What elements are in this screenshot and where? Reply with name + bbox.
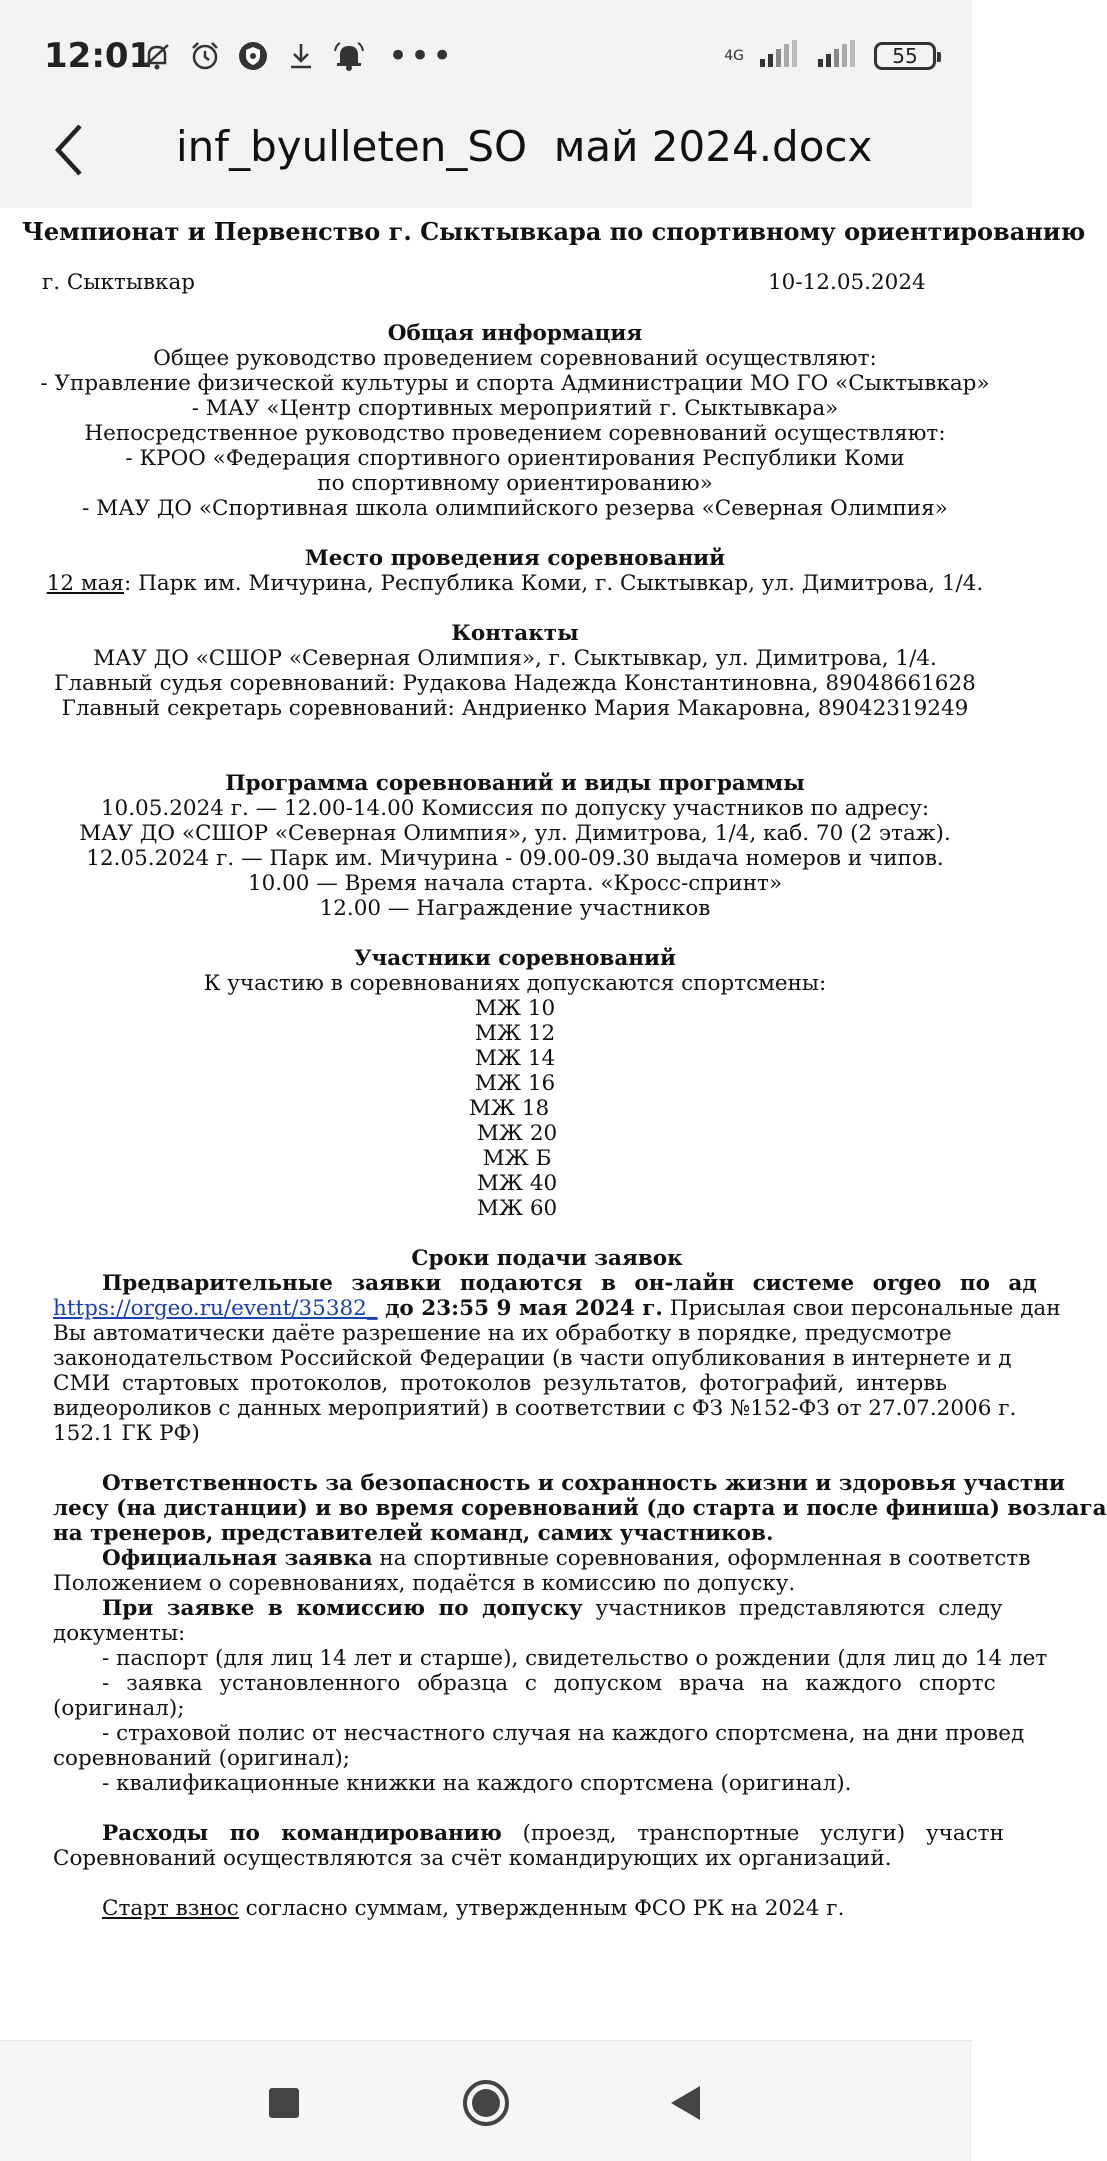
- group-item: МЖ 60: [476, 1196, 558, 1221]
- text-line: Главный судья соревнований: Рудакова Надежда Константиновна, 89048661628: [54, 671, 976, 696]
- deadline-text: до 23:55 9 мая 2024 г.: [377, 1296, 663, 1321]
- signal-icon: [758, 39, 802, 73]
- shield-icon: [236, 39, 270, 73]
- text-line: на тренеров, представителей команд, самих участников.: [53, 1521, 774, 1546]
- text-line: Непосредственное руководство проведением соревнований осуществляют:: [84, 421, 946, 446]
- text-line: [53, 1296, 1061, 1321]
- text-span: (проезд, транспортные услуги) участн: [501, 1821, 1004, 1846]
- orgeo-link[interactable]: https://orgeo.ru/event/35382_: [53, 1296, 378, 1321]
- group-item: МЖ 16: [474, 1071, 556, 1096]
- text-line: - КРОО «Федерация спортивного ориентирования Республики Коми: [125, 446, 905, 471]
- section-title-venue: Место проведения соревнований: [304, 546, 726, 571]
- text-line: документы:: [53, 1621, 186, 1646]
- triangle-back-icon: [668, 2083, 704, 2123]
- text-line: - МАУ ДО «Спортивная школа олимпийского резерва «Северная Олимпия»: [82, 496, 948, 521]
- text-line: Положением о соревнованиях, подаётся в комиссию по допуску.: [53, 1571, 796, 1596]
- section-title-general: Общая информация: [387, 321, 643, 346]
- text-line: [102, 1896, 844, 1921]
- group-item: МЖ 20: [476, 1121, 558, 1146]
- text-line: (оригинал);: [53, 1696, 185, 1721]
- text-line: соревнований (оригинал);: [53, 1746, 351, 1771]
- text-line: МАУ ДО «СШОР «Северная Олимпия», г. Сыктывкар, ул. Димитрова, 1/4.: [93, 646, 937, 671]
- home-button[interactable]: [456, 2073, 516, 2133]
- text-span: согласно суммам, утвержденным ФСО РК на 2024 г.: [238, 1896, 845, 1921]
- text-span: на спортивные соревнования, оформленная в соответств: [372, 1546, 1031, 1571]
- text-line: [102, 1596, 1003, 1621]
- text-line: - квалификационные книжки на каждого спортсмена (оригинал).: [102, 1771, 852, 1796]
- network-type: 4G: [724, 48, 744, 64]
- back-nav-button[interactable]: [656, 2073, 716, 2133]
- text-line: Вы автоматически даёте разрешение на их обработку в порядке, предусмотре: [53, 1321, 952, 1346]
- text-span: участников представляются следу: [582, 1596, 1003, 1621]
- system-icons: [724, 36, 936, 76]
- text-line: 10.05.2024 г. — 12.00-14.00 Комиссия по допуску участников по адресу:: [100, 796, 930, 821]
- text-line: 152.1 ГК РФ): [53, 1421, 200, 1446]
- more-notifications: •••: [388, 36, 455, 76]
- text-span-bold: Расходы по командированию: [102, 1821, 502, 1846]
- section-title-contacts: Контакты: [451, 621, 579, 646]
- document-title: inf_byulleten_SO май 2024.docx: [176, 122, 873, 171]
- section-title-applications: Сроки подачи заявок: [411, 1246, 683, 1271]
- text-line: видеороликов с данных мероприятий) в соответствии с ФЗ №152-ФЗ от 27.07.2006 г.: [53, 1396, 1017, 1421]
- document-dates: 10-12.05.2024: [768, 270, 926, 295]
- text-line: по спортивному ориентированию»: [317, 471, 713, 496]
- group-item: МЖ 12: [474, 1021, 556, 1046]
- text-line: законодательством Российской Федерации (в части опубликования в интернете и д: [53, 1346, 1012, 1371]
- section-title-participants: Участники соревнований: [354, 946, 676, 971]
- status-bar: [0, 0, 972, 100]
- battery-icon: 55: [874, 42, 936, 70]
- text-line: 12.05.2024 г. — Парк им. Мичурина - 09.00-09.30 выдача номеров и чипов.: [86, 846, 944, 871]
- square-icon: [267, 2086, 301, 2120]
- text-line: лесу (на дистанции) и во время соревнований (до старта и после финиша) возлага: [53, 1496, 1107, 1521]
- circle-icon: [461, 2078, 511, 2128]
- text-line: К участию в соревнованиях допускаются спортсмены:: [203, 971, 827, 996]
- text-span: Присылая свои персональные дан: [662, 1296, 1061, 1321]
- navigation-bar: [0, 2040, 972, 2161]
- text-line: Предварительные заявки подаются в он-лайн системе orgeo по ад: [102, 1271, 1037, 1296]
- text-line: - заявка установленного образца с допуском врача на каждого спортс: [102, 1671, 996, 1696]
- recent-apps-button[interactable]: [254, 2073, 314, 2133]
- text-line: [102, 1546, 1030, 1571]
- text-line: Главный секретарь соревнований: Андриенко Мария Макаровна, 89042319249: [61, 696, 969, 721]
- text-line: 10.00 — Время начала старта. «Кросс-спринт»: [247, 871, 783, 896]
- chevron-left-icon: [50, 122, 90, 178]
- document-city: г. Сыктывкар: [42, 270, 196, 295]
- group-item: МЖ 18: [468, 1096, 550, 1121]
- group-item: МЖ Б: [482, 1146, 552, 1171]
- alarm-icon: [188, 39, 222, 73]
- venue-date: 12 мая: [46, 571, 125, 596]
- clock: 12:01: [44, 36, 153, 76]
- back-button[interactable]: [40, 120, 100, 180]
- notification-icons: [140, 36, 454, 76]
- text-line: - Управление физической культуры и спорта Администрации МО ГО «Сыктывкар»: [40, 371, 990, 396]
- text-line: Ответственность за безопасность и сохранность жизни и здоровья участни: [102, 1471, 1065, 1496]
- text-span-bold: Официальная заявка: [102, 1546, 373, 1571]
- bell-icon: [332, 39, 366, 73]
- group-item: МЖ 14: [474, 1046, 556, 1071]
- document-view[interactable]: [0, 208, 1107, 2040]
- text-line: СМИ стартовых протоколов, протоколов результатов, фотографий, интервь: [53, 1371, 948, 1396]
- venue-line: [0, 571, 1030, 596]
- text-span-underline: Старт взнос: [102, 1896, 239, 1921]
- app-header: [0, 100, 972, 208]
- venue-address: : Парк им. Мичурина, Республика Коми, г. Сыктывкар, ул. Димитрова, 1/4.: [124, 571, 984, 596]
- text-line: Соревнований осуществляются за счёт командирующих их организаций.: [53, 1846, 892, 1871]
- text-line: - МАУ «Центр спортивных мероприятий г. Сыктывкара»: [191, 396, 839, 421]
- signal-icon-2: [816, 39, 860, 73]
- text-line: - страховой полис от несчастного случая на каждого спортсмена, на дни провед: [102, 1721, 1025, 1746]
- download-icon: [284, 39, 318, 73]
- text-line: МАУ ДО «СШОР «Северная Олимпия», ул. Димитрова, 1/4, каб. 70 (2 этаж).: [79, 821, 951, 846]
- section-title-program: Программа соревнований и виды программы: [225, 771, 805, 796]
- group-item: МЖ 10: [474, 996, 556, 1021]
- text-line: 12.00 — Награждение участников: [319, 896, 711, 921]
- text-line: [102, 1821, 1004, 1846]
- mute-icon: [140, 39, 174, 73]
- group-item: МЖ 40: [476, 1171, 558, 1196]
- text-line: Общее руководство проведением соревнований осуществляют:: [153, 346, 877, 371]
- text-span-bold: При заявке в комиссию по допуску: [102, 1596, 583, 1621]
- text-line: - паспорт (для лиц 14 лет и старше), свидетельство о рождении (для лиц до 14 лет: [102, 1646, 1048, 1671]
- document-heading: Чемпионат и Первенство г. Сыктывкара по спортивному ориентированию: [22, 217, 1086, 246]
